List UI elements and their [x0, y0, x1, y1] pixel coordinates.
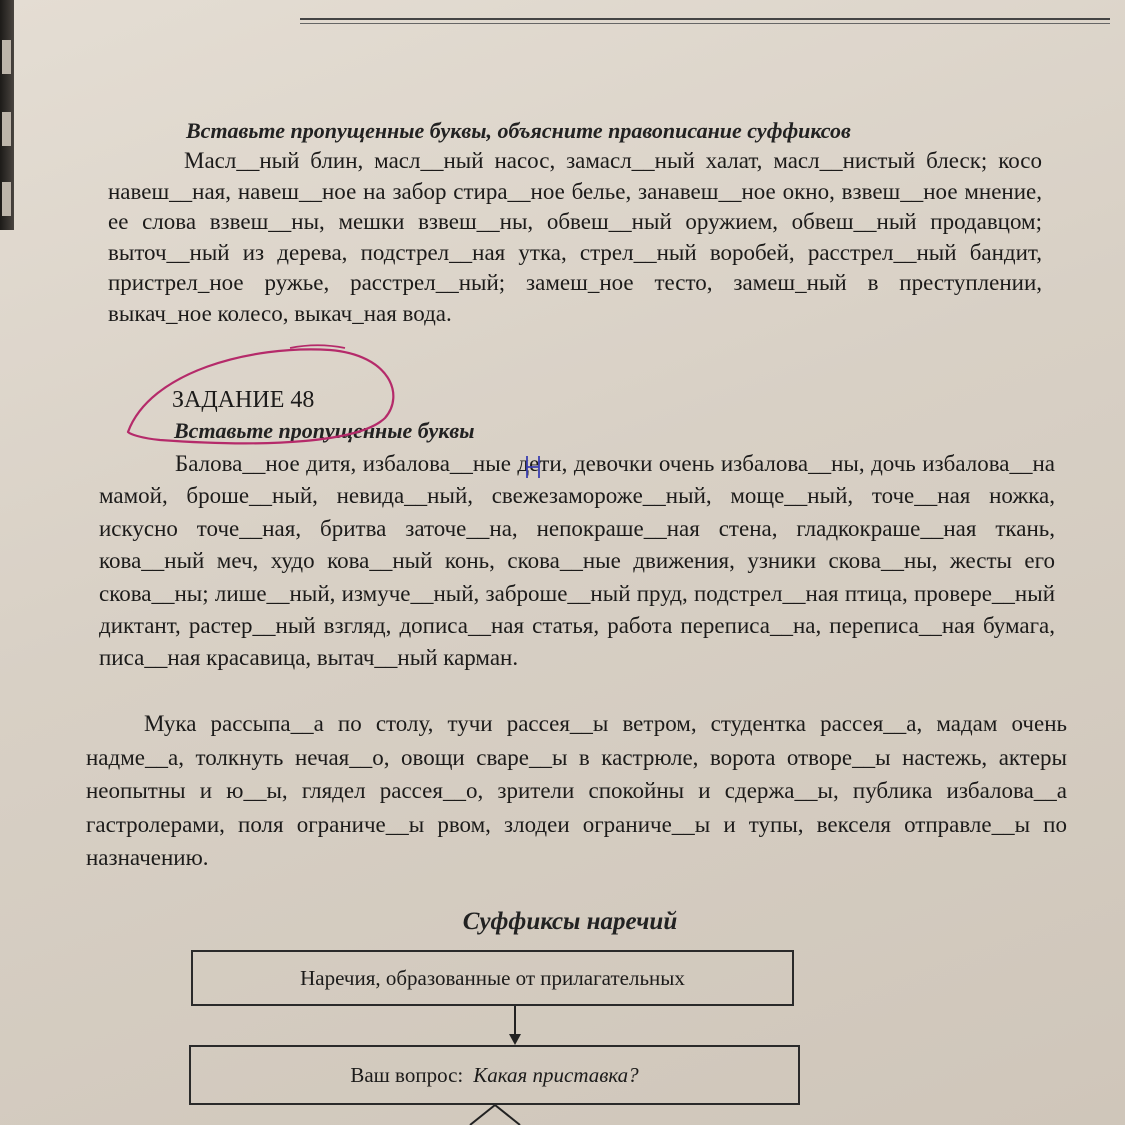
diagram-question-value: Какая приставка? [473, 1062, 639, 1087]
header-rule [300, 18, 1110, 20]
task-paragraph-2: Мука рассыпа__а по столу, тучи рассея__ы ветром, студентка рассея__а, мадам очень надме__а, толкнуть нечая__о, овощи сваре__ы в кастрюле, ворота отворе__ы настежь, актеры неопытны и ю__ы, глядел рассея__о, зрители спокойны и сдержа__ы, публика избалова__а гастролерами, поля ограниче__ы рвом, злодеи ограниче__ы и тупы, векселя отправле__ы по назначению. [86, 711, 1067, 871]
header-rule-thin [300, 23, 1110, 24]
exercise-text: Масл__ный блин, масл__ный насос, замасл__ный халат, масл__нистый блеск; косо навеш__ная, навеш__ное на забор стира__ное белье, занавеш__ное окно, взвеш__ное мнение, ее слова взвеш__ны, мешки взвеш__ны, обвеш__ный оружием, обвеш__ный продавцом; выточ__ный из дерева, подстрел__ная утка, стрел__ный воробей, расстрел__ный бандит, пристрел_ное ружье, расстрел__ный; замеш_ное тесто, замеш_ный в преступлении, выкач_ное колесо, выкач_ная вода. [108, 148, 1042, 326]
diagram-box-adjectives-label: Наречия, образованные от прилагательных [300, 965, 685, 990]
diagram-question-label: Ваш вопрос: [350, 1062, 464, 1087]
task-instruction: Вставьте пропущенные буквы [174, 418, 475, 443]
exercise-instruction: Вставьте пропущенные буквы, объясните правописание суффиксов [186, 118, 851, 143]
diagram-box-question [189, 1045, 800, 1105]
pen-underline-mark [290, 345, 345, 348]
diagram-box-adjectives [191, 950, 794, 1006]
book-binding [0, 0, 14, 230]
task-title: ЗАДАНИЕ 48 [172, 387, 315, 413]
diagram-title: Суффиксы наречий [462, 908, 678, 935]
task-paragraph-1: Балова__ное дитя, избалова__ные дети, девочки очень избалова__ны, дочь избалова__на мамой, броше__ный, невида__ный, свежезаморожe__ный, моще__ный, точе__ная ножка, искусно точе__ная, бритва заточе__на, непокраше__ная стена, гладкокраше__ная ткань, кова__ный меч, худо кова__ный конь, скова__ные движения, узники скова__ны, жесты его скова__ны; лише__ный, измуче__ный, заброше__ный пруд, подстрел__ная птица, провере__ный диктант, растер__ный взгляд, дописа__ная статья, работа переписа__на, переписа__ная бумага, писа__ная красавица, вытач__ный карман. [99, 451, 1055, 671]
